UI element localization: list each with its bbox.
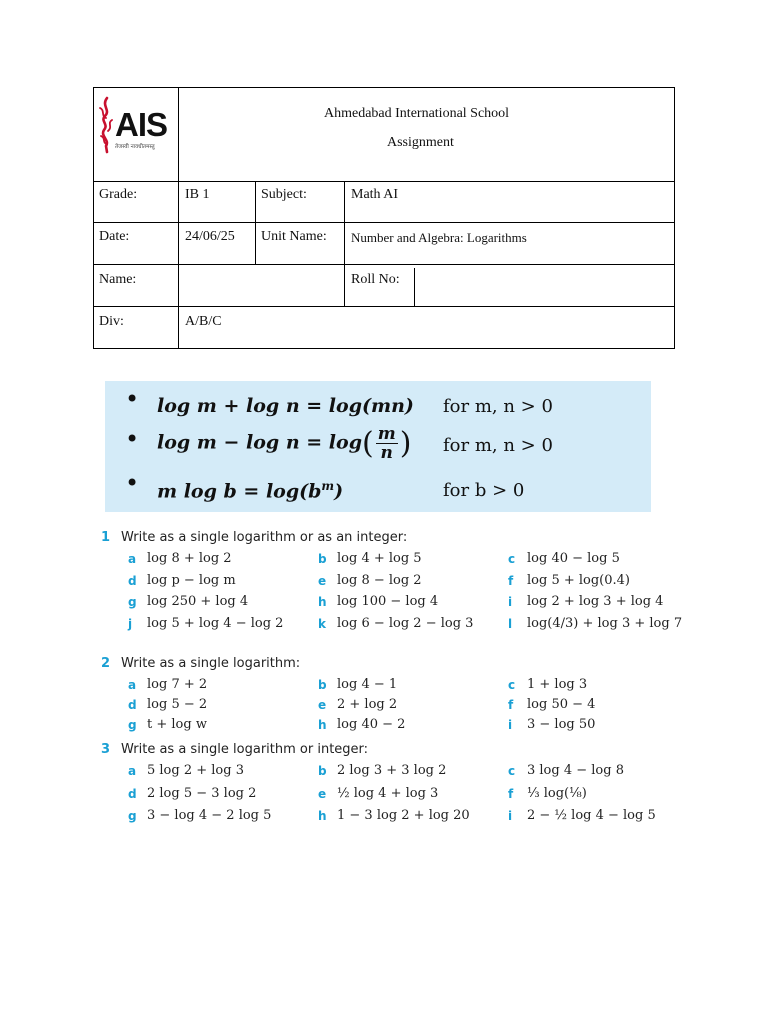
item-letter: i (508, 809, 513, 823)
item-letter: h (318, 809, 327, 823)
item-expression: log 4 + log 5 (337, 551, 422, 566)
item-letter: e (318, 786, 327, 801)
div-value: A/B/C (185, 314, 222, 329)
formula-expression: log m + log n = log(mn) (157, 395, 414, 417)
item-letter: l (508, 616, 513, 631)
document-type: Assignment (387, 135, 454, 150)
unit-label: Unit Name: (261, 229, 327, 244)
item-expression: 3 − log 50 (527, 717, 596, 732)
logo-text: AIS (115, 106, 168, 143)
item-letter: e (318, 573, 327, 588)
date-value: 24/06/25 (185, 229, 235, 244)
question-number: 1 (101, 530, 111, 545)
item-letter: c (508, 678, 516, 692)
item-letter: c (508, 552, 516, 566)
item-expression: 2 log 3 + 3 log 2 (337, 763, 447, 778)
item-expression: 1 − 3 log 2 + log 20 (337, 808, 470, 823)
item-letter: a (128, 678, 137, 692)
item-letter: g (128, 809, 137, 823)
item-letter: f (508, 698, 514, 712)
item-expression: log(4/3) + log 3 + log 7 (527, 615, 683, 631)
item-expression: log 5 + log 4 − log 2 (147, 615, 284, 631)
item-expression: log 2 + log 3 + log 4 (527, 594, 664, 609)
item-letter: h (318, 718, 327, 732)
formula-condition: for m, n > 0 (443, 396, 553, 417)
date-label: Date: (99, 229, 130, 244)
item-expression: log 8 + log 2 (147, 551, 232, 566)
item-letter: k (318, 616, 326, 631)
item-expression: t + log w (147, 717, 207, 732)
item-expression: 3 − log 4 − 2 log 5 (147, 808, 272, 823)
item-expression: log 4 − 1 (337, 677, 398, 692)
roll-label: Roll No: (351, 272, 400, 287)
bullet-icon: • (125, 425, 140, 453)
item-letter: f (508, 573, 514, 588)
unit-value: Number and Algebra: Logarithms (351, 230, 527, 245)
school-name: Ahmedabad International School (324, 106, 510, 121)
item-letter: a (128, 764, 137, 778)
item-expression: log 40 − log 5 (527, 551, 620, 566)
bullet-icon: • (125, 469, 140, 497)
item-expression: log 250 + log 4 (147, 594, 249, 609)
item-letter: i (508, 718, 513, 732)
formula-lhs: m log b = log(b (157, 480, 322, 503)
logo-motto: तेजस्वी नावधीतमस्तु (115, 144, 155, 150)
question-prompt: Write as a single logarithm or as an integer: (121, 530, 408, 545)
item-expression: 2 + log 2 (337, 697, 398, 712)
subject-value: Math AI (351, 187, 399, 202)
formula-lhs: log m − log n = log (157, 431, 362, 454)
grade-label: Grade: (99, 187, 138, 202)
item-letter: a (128, 552, 137, 566)
item-expression: log p − log m (147, 572, 236, 588)
question-prompt: Write as a single logarithm: (121, 656, 301, 671)
bullet-icon: • (125, 385, 140, 413)
question-number: 3 (101, 742, 111, 757)
item-expression: 5 log 2 + log 3 (147, 763, 244, 778)
item-letter: d (128, 698, 137, 712)
item-expression: log 40 − 2 (337, 717, 406, 732)
fraction-denominator: n (380, 443, 393, 463)
item-letter: i (508, 595, 513, 609)
item-letter: b (318, 764, 327, 778)
grade-value: IB 1 (185, 187, 210, 202)
item-expression: ½ log 4 + log 3 (337, 785, 439, 801)
item-letter: b (318, 678, 327, 692)
fraction-numerator: m (377, 424, 396, 444)
item-letter: e (318, 698, 327, 712)
formula-lhs-end: ) (334, 480, 344, 503)
name-label: Name: (99, 272, 137, 287)
item-letter: d (128, 786, 137, 801)
item-expression: log 50 − 4 (527, 697, 596, 712)
item-expression: 1 + log 3 (527, 677, 588, 692)
item-letter: b (318, 552, 327, 566)
question-prompt: Write as a single logarithm or integer: (121, 742, 369, 757)
item-letter: f (508, 786, 514, 801)
formula-condition: for b > 0 (443, 480, 525, 501)
paren-close: ) (399, 426, 412, 461)
formula-condition: for m, n > 0 (443, 435, 553, 456)
item-expression: 2 log 5 − 3 log 2 (147, 785, 257, 801)
item-expression: log 7 + 2 (147, 677, 208, 692)
item-letter: g (128, 595, 137, 609)
item-letter: j (128, 616, 133, 631)
item-expression: log 6 − log 2 − log 3 (337, 615, 474, 631)
item-expression: 2 − ½ log 4 − log 5 (527, 808, 656, 823)
item-letter: c (508, 764, 516, 778)
item-expression: 3 log 4 − log 8 (527, 763, 624, 778)
item-letter: h (318, 595, 327, 609)
item-expression: log 5 − 2 (147, 697, 208, 712)
formula-exponent: m (321, 479, 335, 493)
item-expression: ⅓ log(⅛) (527, 785, 587, 801)
item-letter: g (128, 718, 137, 732)
item-expression: log 100 − log 4 (337, 594, 439, 609)
paren-open: ( (361, 426, 374, 461)
question-number: 2 (101, 656, 111, 671)
subject-label: Subject: (261, 187, 307, 202)
div-label: Div: (99, 314, 124, 329)
item-expression: log 8 − log 2 (337, 572, 422, 588)
item-expression: log 5 + log(0.4) (527, 572, 630, 588)
item-letter: d (128, 573, 137, 588)
